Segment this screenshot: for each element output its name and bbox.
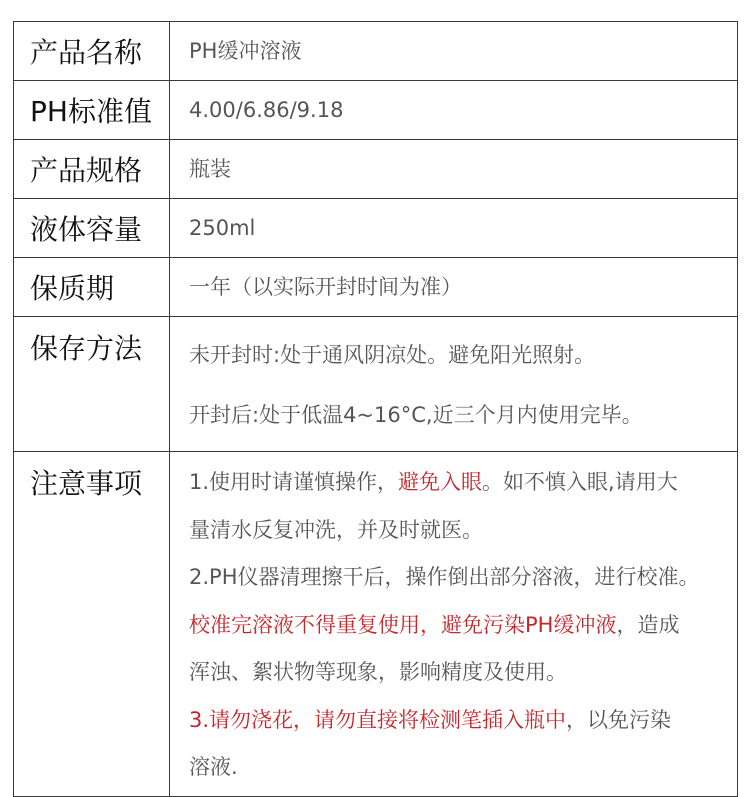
table-row-product-name: [14, 22, 738, 81]
note-1-text-b: 。如不慎入眼,请用大: [482, 470, 678, 494]
note-2-warning: 校准完溶液不得重复使用，避免污染PH缓冲液: [189, 612, 617, 637]
value-ph-standard: 4.00/6.86/9.18: [170, 81, 738, 140]
table-row-notes: [14, 452, 738, 797]
value-capacity: 250ml: [170, 199, 738, 258]
label-storage: 保存方法: [14, 317, 170, 452]
table-row-ph-standard: [14, 81, 738, 140]
label-ph-standard: PH标准值: [14, 81, 170, 140]
label-product-name: 产品名称: [14, 22, 170, 81]
storage-line-unopened: 未开封时:处于通风阴凉处。避免阳光照射。: [189, 343, 596, 367]
value-shelf-life: 一年（以实际开封时间为准）: [170, 258, 738, 317]
label-shelf-life: 保质期: [14, 258, 170, 317]
table-row-storage: [14, 317, 738, 452]
table-row-capacity: [14, 199, 738, 258]
note-1-line-2: 量清水反复冲洗，并及时就医。: [189, 517, 483, 542]
table-row-shelf-life: [14, 258, 738, 317]
label-capacity: 液体容量: [14, 199, 170, 258]
note-2-line-3: 浑浊、絮状物等现象，影响精度及使用。: [189, 660, 567, 684]
storage-line-opened: 开封后:处于低温4~16°C,近三个月内使用完毕。: [189, 403, 643, 427]
note-3-number: 3.: [189, 707, 210, 732]
label-notes: 注意事项: [14, 452, 170, 797]
value-product-name: PH缓冲溶液: [170, 22, 738, 81]
label-spec: 产品规格: [14, 140, 170, 199]
note-1-text-a: 1.使用时请谨慎操作，: [189, 470, 399, 494]
note-3-warning: 请勿浇花，请勿直接将检测笔插入瓶中: [209, 707, 567, 732]
value-notes: [170, 452, 738, 797]
note-2-line-1: 2.PH仪器清理擦干后，操作倒出部分溶液，进行校准。: [189, 565, 700, 589]
note-3-line-1: [189, 697, 725, 745]
note-3-text-b: ，以免污染: [566, 707, 672, 732]
note-1-line-1: [189, 459, 725, 507]
note-3-line-2: 溶液.: [189, 755, 238, 779]
table-row-spec: [14, 140, 738, 199]
product-spec-table: [13, 21, 738, 797]
value-storage: [170, 317, 738, 452]
note-2-text-b: ，造成: [616, 612, 680, 637]
value-spec: 瓶装: [170, 140, 738, 199]
note-1-warning: 避免入眼: [398, 470, 483, 494]
note-2-line-2: [189, 602, 725, 650]
